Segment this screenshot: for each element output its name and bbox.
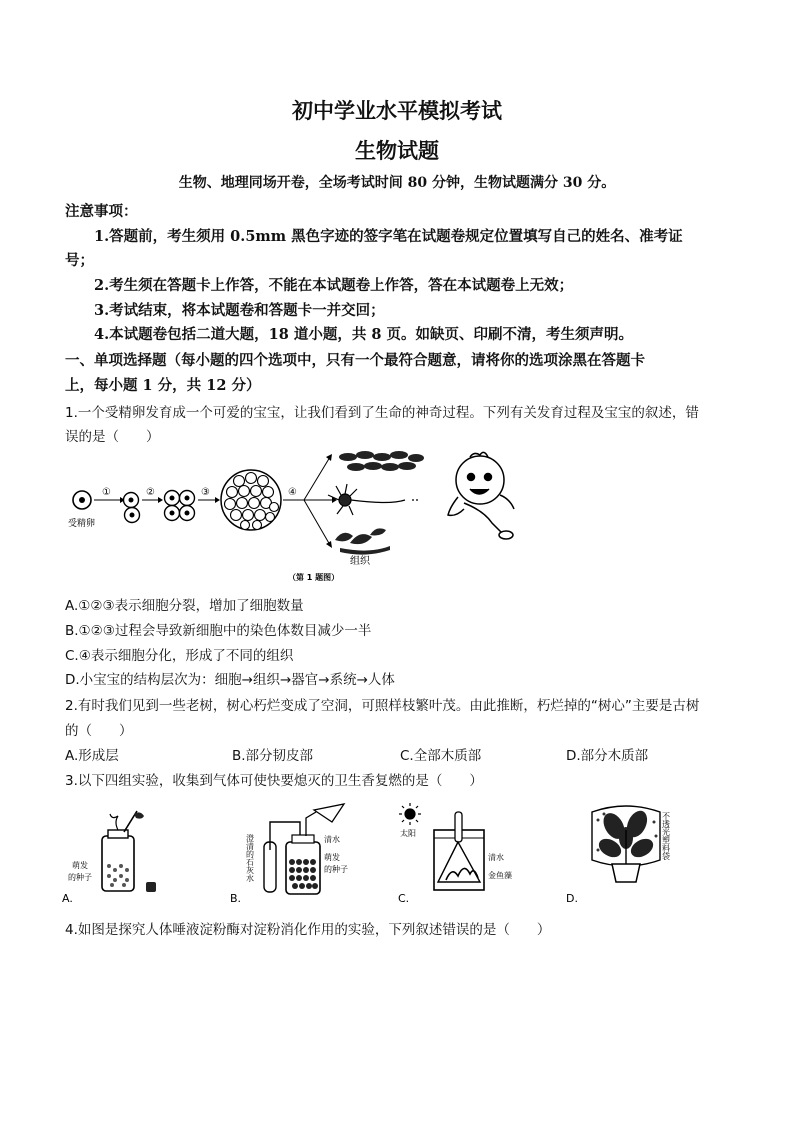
sun-icon <box>399 803 421 825</box>
nerve-tissue <box>328 484 420 515</box>
figure-caption: （第 1 题图） <box>288 573 340 582</box>
q2-option-d: D.部分木质部 <box>566 748 649 764</box>
q3-c-sun-label: 太阳 <box>400 829 416 838</box>
section-heading: 一、单项选择题（每小题的四个选项中，只有一个最符合题意，请将你的选项涂黑在答题卡 <box>65 352 645 369</box>
q2-stem-cont: 的（ ） <box>65 723 133 739</box>
q3-stem: 3.以下四组实验，收集到气体可使快要熄灭的卫生香复燃的是（ ） <box>65 773 483 789</box>
subject-title: 生物试题 <box>355 138 439 163</box>
q1-option-b: B.①②③过程会导致新细胞中的染色体数目减少一半 <box>65 623 372 639</box>
q3-b-seeds-label-2: 的种子 <box>324 865 348 874</box>
q1-development-figure <box>60 445 540 585</box>
step1-label: ① <box>102 487 111 498</box>
q3-c-plant-label: 金鱼藻 <box>488 871 512 880</box>
funnel <box>314 804 344 822</box>
q3-a-label-2: 的种子 <box>68 873 92 882</box>
notice-item-1-cont: 号； <box>65 252 94 269</box>
q2-stem: 2.有时我们见到一些老树，树心朽烂变成了空洞，可照样枝繁叶茂。由此推断，朽烂掉的“树心”主要是古树 <box>65 698 700 714</box>
two-cell-stage <box>124 493 140 523</box>
q3-d-letter: D. <box>566 892 578 905</box>
tissue-label: 组织 <box>350 556 370 567</box>
exam-info: 生物、地理同场开卷，全场考试时间 80 分钟，生物试题满分 30 分。 <box>178 175 616 191</box>
q2-option-c: C.全部木质部 <box>400 748 482 764</box>
q4-stem: 4.如图是探究人体唾液淀粉酶对淀粉消化作用的实验，下列叙述错误的是（ ） <box>65 922 551 938</box>
step2-label: ② <box>146 487 155 498</box>
step4-label: ④ <box>288 487 297 498</box>
q3-c-letter: C. <box>398 892 410 905</box>
notice-heading: 注意事项： <box>65 203 138 220</box>
q3-a-letter: A. <box>62 892 73 905</box>
q3-figure-d <box>562 800 692 906</box>
q3-b-seeds-label-1: 萌发 <box>324 853 340 862</box>
step3-label: ③ <box>201 487 210 498</box>
q3-c-water-label: 清水 <box>488 853 504 862</box>
q3-a-label-1: 萌发 <box>72 861 88 870</box>
q1-option-d: D.小宝宝的结构层次为：细胞→组织→器官→系统→人体 <box>65 672 395 688</box>
exam-title: 初中学业水平模拟考试 <box>292 98 502 123</box>
q1-option-a: A.①②③表示细胞分裂，增加了细胞数量 <box>65 598 304 614</box>
muscle-tissue <box>335 528 390 554</box>
q3-b-water-label: 清水 <box>324 835 340 844</box>
lid <box>146 882 156 892</box>
smoke <box>110 814 118 830</box>
section-heading-cont: 上，每小题 1 分，共 12 分） <box>65 377 261 394</box>
cell-cluster <box>221 470 281 530</box>
notice-item-3: 3.考试结束，将本试题卷和答题卡一并交回； <box>94 302 385 319</box>
notice-item-4: 4.本试题卷包括二道大题，18 道小题，共 8 页。如缺页、印刷不清，考生须声明。 <box>94 326 634 343</box>
q2-option-a: A.形成层 <box>65 748 119 764</box>
notice-item-2: 2.考生须在答题卡上作答，不能在本试题卷上作答，答在本试题卷上无效； <box>94 277 574 294</box>
q2-option-b: B.部分韧皮部 <box>232 748 314 764</box>
q3-figure-c <box>396 800 526 906</box>
q1-option-c: C.④表示细胞分化，形成了不同的组织 <box>65 648 294 664</box>
hand <box>134 812 144 818</box>
jar <box>102 836 134 891</box>
epithelial-tissue <box>339 451 424 471</box>
baby-drawing <box>448 452 514 539</box>
q3-figure-b <box>228 802 358 906</box>
q3-figure-a <box>62 806 172 906</box>
q1-stem: 1.一个受精卵发育成一个可爱的宝宝，让我们看到了生命的神奇过程。下列有关发育过程及宝宝的叙述，错 <box>65 405 699 421</box>
q3-b-limewater-label: 澄清的石灰水 <box>245 834 255 882</box>
test-tube <box>455 812 462 842</box>
q1-stem-cont: 误的是（ ） <box>65 429 160 445</box>
zygote-label: 受精卵 <box>68 519 96 529</box>
notice-item-1: 1.答题前，考生须用 0.5mm 黑色字迹的签字笔在试题卷规定位置填写自己的姓名、准考证 <box>94 228 683 245</box>
q3-b-letter: B. <box>230 892 242 905</box>
q3-d-bag-label: 不透光塑料袋 <box>661 812 671 860</box>
four-cell-stage <box>165 491 195 521</box>
